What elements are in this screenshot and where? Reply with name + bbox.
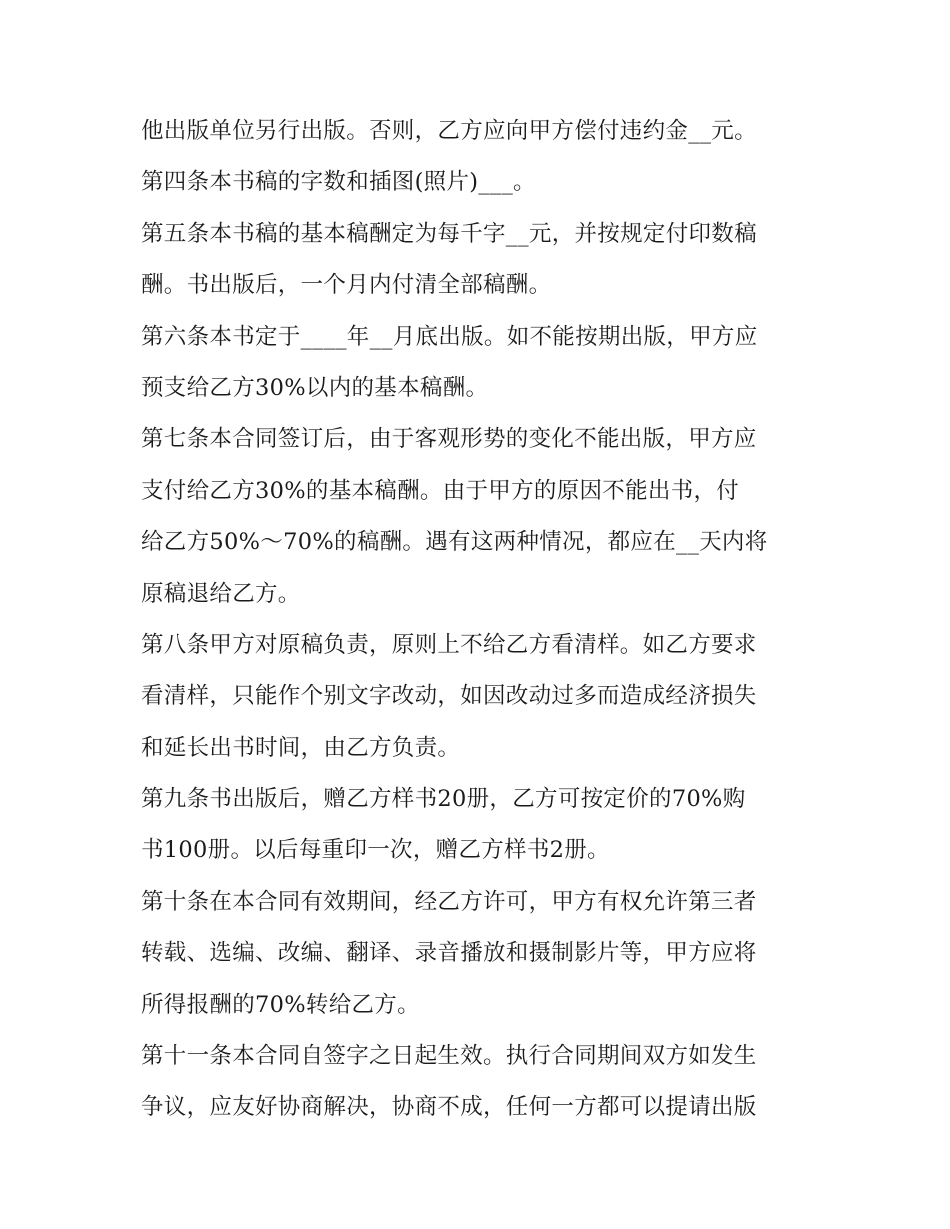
text-line: 争议，应友好协商解决，协商不成，任何一方都可以提请出版 <box>141 1094 757 1121</box>
text-line: 第四条本书稿的字数和插图(照片)___。 <box>141 169 536 196</box>
contract-text <box>141 106 821 1134</box>
text-line: 给乙方50%～70%的稿酬。遇有这两种情况，都应在__天内将 <box>141 529 768 556</box>
text-line: 第六条本书定于____年__月底出版。如不能按期出版，甲方应 <box>141 323 758 350</box>
text-line: 书100册。以后每重印一次，赠乙方样书2册。 <box>141 837 610 864</box>
text-line: 第五条本书稿的基本稿酬定为每千字__元，并按规定付印数稿 <box>141 220 757 247</box>
text-line: 预支给乙方30%以内的基本稿酬。 <box>141 374 489 401</box>
text-line: 第十条在本合同有效期间，经乙方许可，甲方有权允许第三者 <box>141 888 757 915</box>
text-line: 第七条本合同签订后，由于客观形势的变化不能出版，甲方应 <box>141 426 757 453</box>
text-line: 第八条甲方对原稿负责，原则上不给乙方看清样。如乙方要求 <box>141 631 757 658</box>
text-line: 第九条书出版后，赠乙方样书20册，乙方可按定价的70%购 <box>141 786 746 813</box>
text-line: 支付给乙方30%的基本稿酬。由于甲方的原因不能出书，付 <box>141 477 740 504</box>
text-line: 转载、选编、改编、翻译、录音播放和摄制影片等，甲方应将 <box>141 940 757 967</box>
text-line: 所得报酬的70%转给乙方。 <box>141 991 420 1018</box>
text-line: 看清样，只能作个别文字改动，如因改动过多而造成经济损失 <box>141 683 757 710</box>
text-line: 原稿退给乙方。 <box>141 580 301 607</box>
text-line: 酬。书出版后，一个月内付清全部稿酬。 <box>141 272 552 299</box>
text-line: 和延长出书时间，由乙方负责。 <box>141 734 461 761</box>
text-line: 他出版单位另行出版。否则，乙方应向甲方偿付违约金__元。 <box>141 118 757 144</box>
text-line: 第十一条本合同自签字之日起生效。执行合同期间双方如发生 <box>141 1043 757 1070</box>
